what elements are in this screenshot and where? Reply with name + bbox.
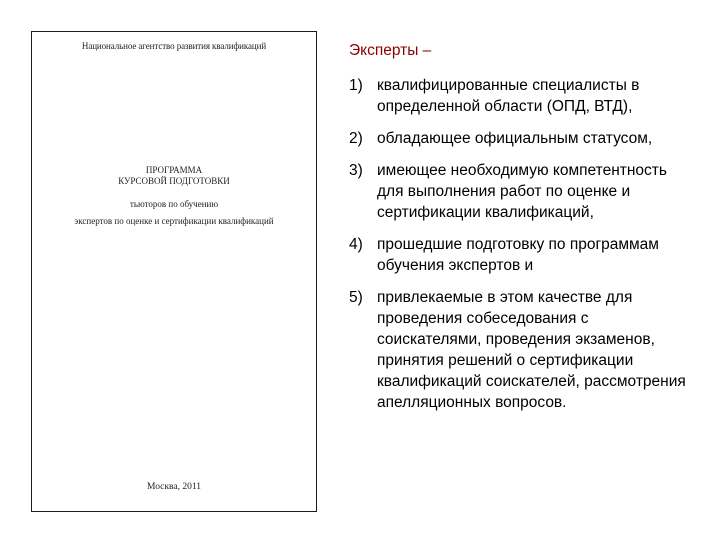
organization-name: Национальное агентство развития квалификаций [81,41,267,51]
list-item-text: имеющее необходимую компетентность для выполнения работ по оценке и сертификации квалификаций, [377,162,667,221]
experts-list [349,75,694,413]
program-title-line: ПРОГРАММА [145,165,203,175]
program-title [32,165,316,187]
list-item-text: обладающее официальным статусом, [377,130,653,147]
list-item [349,75,694,117]
program-subtitle [32,196,316,230]
experts-definition [349,40,694,424]
list-item-text: привлекаемые в этом качестве для проведения собеседования с соискателями, проведения экзаменов, принятия решений о сертификации квалификаций соискателей, рассмотрения апелляционных вопросов. [377,289,686,411]
program-subtitle-line: тьюторов по обучению [129,199,219,209]
list-item-number: 2) [349,130,363,147]
program-subtitle-line: экспертов по оценке и сертификации квалификаций [74,216,274,226]
list-item-text: квалифицированные специалисты в определенной области (ОПД, ВТД), [377,77,640,115]
list-item-number: 3) [349,162,363,179]
list-item-text: прошедшие подготовку по программам обучения экспертов и [377,236,659,274]
experts-heading: Эксперты – [349,42,432,59]
program-title-line: КУРСОВОЙ ПОДГОТОВКИ [118,176,230,186]
city-year: Москва, 2011 [146,482,201,492]
list-item [349,234,694,276]
document-cover-image [31,31,317,512]
list-item-number: 4) [349,236,363,253]
list-item [349,160,694,223]
list-item [349,128,694,149]
list-item-number: 1) [349,77,363,94]
list-item [349,287,694,413]
list-item-number: 5) [349,289,363,306]
